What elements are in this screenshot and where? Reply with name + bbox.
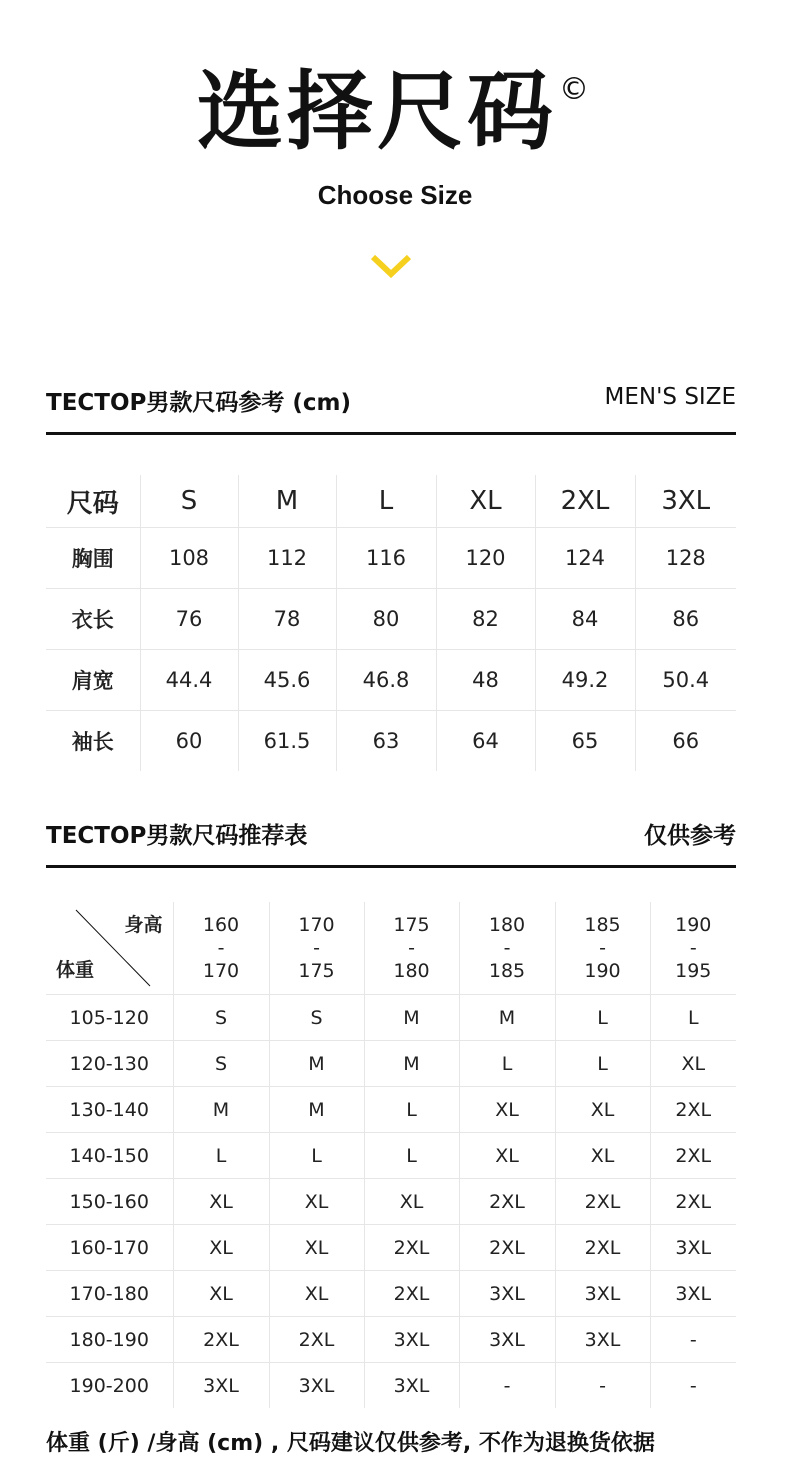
table-row (46, 1317, 736, 1363)
table-cell: L (364, 1087, 459, 1133)
table-cell: 44.4 (140, 650, 238, 711)
weight-range-cell: 150-160 (46, 1179, 173, 1225)
table-cell: 2XL (555, 1179, 650, 1225)
chevron-down-icon (370, 253, 412, 279)
height-range-cell: 180 - 185 (459, 902, 555, 995)
table-cell: S (173, 995, 269, 1041)
table-cell: 46.8 (336, 650, 436, 711)
table-cell: S (269, 995, 364, 1041)
table-cell: - (459, 1363, 555, 1409)
size-header-cell: 2XL (535, 475, 635, 528)
weight-range-cell: 170-180 (46, 1271, 173, 1317)
size-header-label: 尺码 (46, 475, 140, 528)
weight-range-cell: 180-190 (46, 1317, 173, 1363)
row-label-sleeve: 袖长 (46, 711, 140, 772)
table-cell: 116 (336, 528, 436, 589)
table-row (46, 1271, 736, 1317)
table-cell: M (459, 995, 555, 1041)
table-cell: 120 (436, 528, 535, 589)
height-range-cell: 170 - 175 (269, 902, 364, 995)
table-cell: 78 (238, 589, 336, 650)
reference-only-label: 仅供参考 (644, 823, 736, 849)
table-row (46, 1087, 736, 1133)
disclaimer-note: 体重 (斤) /身高 (cm) , 尺码建议仅供参考, 不作为退换货依据 (46, 1431, 655, 1456)
table-cell: 3XL (650, 1271, 736, 1317)
page-subtitle: Choose Size (317, 180, 473, 210)
table-cell: S (173, 1041, 269, 1087)
table-cell: 2XL (650, 1179, 736, 1225)
measure-chart-header (46, 384, 736, 435)
table-cell: 3XL (459, 1271, 555, 1317)
table-cell: XL (269, 1271, 364, 1317)
table-cell: L (364, 1133, 459, 1179)
table-cell: M (173, 1087, 269, 1133)
height-range-cell: 185 - 190 (555, 902, 650, 995)
table-cell: 2XL (269, 1317, 364, 1363)
table-row (46, 528, 736, 589)
table-row (46, 1225, 736, 1271)
table-cell: 2XL (650, 1087, 736, 1133)
table-cell: 45.6 (238, 650, 336, 711)
size-header-row (46, 475, 736, 528)
table-cell: XL (555, 1087, 650, 1133)
corner-cell (46, 902, 173, 995)
table-row (46, 1041, 736, 1087)
table-cell: 3XL (364, 1317, 459, 1363)
table-cell: 3XL (173, 1363, 269, 1409)
height-axis-label: 身高 (124, 914, 163, 936)
table-cell: 108 (140, 528, 238, 589)
table-cell: XL (173, 1179, 269, 1225)
table-cell: XL (459, 1087, 555, 1133)
table-row (46, 995, 736, 1041)
table-cell: 112 (238, 528, 336, 589)
table-row (46, 650, 736, 711)
table-cell: 76 (140, 589, 238, 650)
table-cell: XL (364, 1179, 459, 1225)
table-cell: XL (459, 1133, 555, 1179)
table-cell: 3XL (555, 1271, 650, 1317)
table-row (46, 1363, 736, 1409)
table-row (46, 589, 736, 650)
table-cell: L (555, 995, 650, 1041)
row-label-shoulder: 肩宽 (46, 650, 140, 711)
recommend-chart-title: TECTOP男款尺码推荐表 (46, 823, 308, 849)
table-cell: 2XL (364, 1271, 459, 1317)
weight-range-cell: 130-140 (46, 1087, 173, 1133)
table-cell: 3XL (364, 1363, 459, 1409)
table-cell: L (650, 995, 736, 1041)
table-cell: 61.5 (238, 711, 336, 772)
table-cell: 2XL (650, 1133, 736, 1179)
table-cell: M (269, 1087, 364, 1133)
table-cell: L (269, 1133, 364, 1179)
recommendation-table (46, 902, 736, 1408)
table-row (46, 1133, 736, 1179)
table-cell: 84 (535, 589, 635, 650)
weight-range-cell: 120-130 (46, 1041, 173, 1087)
row-label-length: 衣长 (46, 589, 140, 650)
table-cell: M (364, 995, 459, 1041)
size-header-cell: L (336, 475, 436, 528)
table-cell: 2XL (459, 1179, 555, 1225)
weight-range-cell: 190-200 (46, 1363, 173, 1409)
table-cell: 63 (336, 711, 436, 772)
table-cell: 2XL (173, 1317, 269, 1363)
table-cell: 3XL (555, 1317, 650, 1363)
table-cell: 3XL (459, 1317, 555, 1363)
table-cell: 80 (336, 589, 436, 650)
table-cell: 60 (140, 711, 238, 772)
table-cell: 3XL (650, 1225, 736, 1271)
size-header-cell: M (238, 475, 336, 528)
height-header-row (46, 902, 736, 995)
measure-chart-title: TECTOP男款尺码参考 (cm) (46, 390, 352, 416)
weight-range-cell: 160-170 (46, 1225, 173, 1271)
table-cell: M (269, 1041, 364, 1087)
weight-range-cell: 105-120 (46, 995, 173, 1041)
table-cell: - (689, 1374, 697, 1397)
table-row (46, 711, 736, 772)
page-title: 选择尺码© (197, 62, 593, 162)
height-range-cell: 175 - 180 (364, 902, 459, 995)
table-cell: 86 (635, 589, 736, 650)
size-header-cell: XL (436, 475, 535, 528)
mens-size-label: MEN'S SIZE (604, 384, 736, 410)
table-cell: 65 (535, 711, 635, 772)
table-cell: 50.4 (635, 650, 736, 711)
recommend-chart-header (46, 817, 736, 868)
table-cell: 3XL (269, 1363, 364, 1409)
height-range-cell: 190 - 195 (650, 902, 736, 995)
height-range-cell: 160 - 170 (173, 902, 269, 995)
table-cell: XL (173, 1271, 269, 1317)
size-header-cell: S (140, 475, 238, 528)
table-cell: - (650, 1317, 736, 1363)
table-cell: 64 (436, 711, 535, 772)
table-cell: L (173, 1133, 269, 1179)
table-cell: 2XL (555, 1225, 650, 1271)
weight-axis-label: 体重 (56, 959, 95, 981)
table-cell: 124 (535, 528, 635, 589)
table-cell: XL (269, 1225, 364, 1271)
table-cell: 82 (436, 589, 535, 650)
table-cell: XL (555, 1133, 650, 1179)
table-cell: 2XL (459, 1225, 555, 1271)
table-cell: L (459, 1041, 555, 1087)
table-cell: 2XL (364, 1225, 459, 1271)
table-cell: 49.2 (535, 650, 635, 711)
table-cell: XL (650, 1041, 736, 1087)
weight-range-cell: 140-150 (46, 1133, 173, 1179)
table-cell: - (555, 1363, 650, 1409)
table-cell: 48 (436, 650, 535, 711)
copyright-mark: © (559, 72, 593, 107)
row-label-chest: 胸围 (46, 528, 140, 589)
measurement-table (46, 475, 736, 771)
table-cell: XL (173, 1225, 269, 1271)
table-cell: XL (269, 1179, 364, 1225)
table-row (46, 1179, 736, 1225)
table-cell: L (555, 1041, 650, 1087)
table-cell: 66 (672, 729, 700, 753)
size-header-cell: 3XL (635, 475, 736, 528)
table-cell: 128 (635, 528, 736, 589)
table-cell: M (364, 1041, 459, 1087)
